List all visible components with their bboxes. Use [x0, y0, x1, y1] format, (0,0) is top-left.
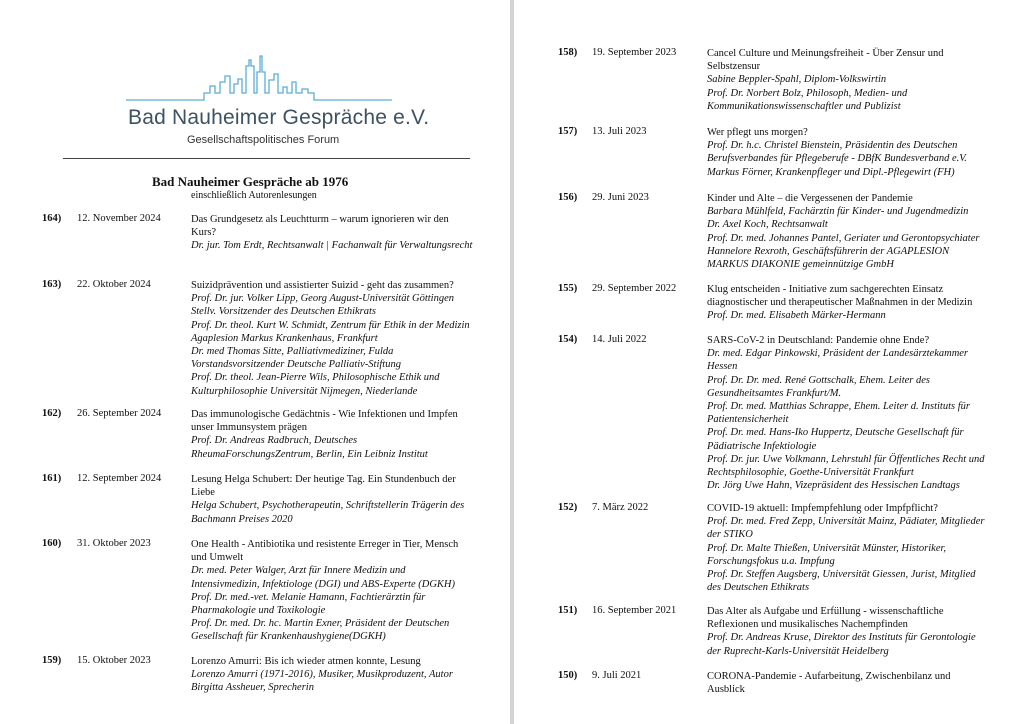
entry-date: 19. September 2023 — [592, 47, 677, 58]
entry-title: COVID-19 aktuell: Impfempfehlung oder Impfpflicht? — [707, 503, 938, 514]
entry-date: 9. Juli 2021 — [592, 670, 642, 681]
entry-speaker: Prof. Dr. jur. Uwe Volkmann, Lehrstuhl für Öffentliches Recht und Rechtsphilosophie, Goethe-Universität Frankfurt — [707, 453, 985, 479]
entry-title: Klug entscheiden - Initiative zum sachgerechten Einsatz diagnostischer und therapeutischer Maßnahmen in der Medizin — [707, 284, 973, 309]
entry-number: 152) — [558, 502, 578, 513]
entry-body — [707, 47, 987, 113]
entry-speaker: Hannelore Rexroth, Geschäftsführerin der AGAPLESION MARKUS DIAKONIE gemeinnützige GmbH — [707, 245, 950, 271]
entry-body — [191, 473, 476, 526]
entry-title: One Health - Antibiotika und resistente Erreger in Tier, Mensch und Umwelt — [191, 539, 459, 564]
entry-speaker: Markus Förner, Krankenpfleger und Dipl.-Pflegewirt (FH) — [707, 166, 955, 178]
right-entry-list — [514, 0, 1024, 724]
entry-speaker: Dr. med Thomas Sitte, Palliativmediziner, Fulda Vorstandsvorsitzender Deutsche Palliativ-Stiftung — [191, 346, 401, 371]
entry-speaker: Prof. Dr. jur. Volker Lipp, Georg August-Universität Göttingen Stellv. Vorsitzender des Deutschen Ethikrats — [191, 293, 454, 318]
org-subtitle: Gesellschaftspolitisches Forum — [187, 134, 340, 146]
entry-number: 158) — [558, 47, 578, 58]
entry-speaker: Dr. Axel Koch, Rechtsanwalt — [707, 219, 828, 231]
entry-date: 7. März 2022 — [592, 502, 649, 513]
entry-speaker: Helga Schubert, Psychotherapeutin, Schriftstellerin Trägerin des Bachmann Preises 2020 — [191, 500, 465, 525]
entry-speaker: Sabine Beppler-Spahl, Diplom-Volkswirtin — [707, 74, 887, 86]
entry-body — [707, 283, 987, 323]
entry-title: SARS-CoV-2 in Deutschland: Pandemie ohne Ende? — [707, 335, 930, 346]
entry-speaker: Barbara Mühlfeld, Fachärztin für Kinder- und Jugendmedizin — [707, 206, 969, 218]
left-page — [0, 0, 510, 724]
org-name: Bad Nauheimer Gespräche e.V. — [128, 106, 430, 129]
entry-date: 31. Oktober 2023 — [77, 538, 151, 549]
entry-date: 13. Juli 2023 — [592, 126, 647, 137]
entry-date: 29. September 2022 — [592, 283, 677, 294]
entry-speaker: Prof. Dr. med. Elisabeth Märker-Hermann — [707, 310, 886, 322]
entry-body — [191, 213, 476, 253]
entry-title: Das Grundgesetz als Leuchtturm – warum ignorieren wir den Kurs? — [191, 214, 449, 239]
entry-speaker: Prof. Dr. med. Fred Zepp, Universität Mainz, Pädiater, Mitglieder der STIKO — [707, 516, 985, 541]
entry-speaker: Prof. Dr. theol. Kurt W. Schmidt, Zentrum für Ethik in der Medizin Agaplesion Markus Krankenhaus, Frankfurt — [191, 319, 470, 344]
left-entry-list — [0, 0, 510, 724]
entry-title: Das Alter als Aufgabe und Erfüllung - wissenschaftliche Reflexionen und musikalisches Nachempfinden — [707, 606, 944, 631]
entry-body — [707, 605, 987, 658]
entry-speaker: Prof. Dr. Dr. med. René Gottschalk, Ehem. Leiter des Gesundheitsamtes Frankfurt/M. — [707, 374, 930, 399]
entry-number: 154) — [558, 334, 578, 345]
entry-body — [191, 279, 476, 398]
entry-number: 157) — [558, 126, 578, 137]
entry-body — [191, 408, 476, 461]
entry-number: 151) — [558, 605, 578, 616]
entry-body — [191, 538, 476, 644]
right-page — [514, 0, 1024, 724]
entry-body — [707, 126, 987, 179]
entry-speaker: Lorenzo Amurri (1971-2016), Musiker, Musikproduzent, Autor Birgitta Assheuer, Sprecherin — [191, 669, 453, 694]
entry-date: 29. Juni 2023 — [592, 192, 649, 203]
entry-speaker: Dr. med. Edgar Pinkowski, Präsident der Landesärztekammer Hessen — [707, 348, 969, 373]
entry-body — [707, 670, 987, 696]
entry-date: 16. September 2021 — [592, 605, 677, 616]
entry-number: 164) — [42, 213, 62, 224]
entry-speaker: Prof. Dr. med.-vet. Melanie Hamann, Fachtierärztin für Pharmakologie und Toxikologie — [191, 591, 426, 617]
entry-speaker: Prof. Dr. med. Johannes Pantel, Geriater und Gerontopsychiater — [707, 232, 980, 244]
entry-speaker: Prof. Dr. Malte Thießen, Universität Münster, Historiker, Forschungsfokus u.a. Impfung — [707, 542, 947, 567]
entry-number: 159) — [42, 655, 62, 666]
entry-title: Suizidprävention und assistierter Suizid - geht das zusammen? — [191, 280, 454, 291]
entry-body — [707, 192, 987, 271]
entry-title: Lesung Helga Schubert: Der heutige Tag. Ein Stundenbuch der Liebe — [191, 474, 456, 499]
entry-speaker: Dr. Jörg Uwe Hahn, Vizepräsident des Hessischen Landtags — [707, 480, 960, 492]
entry-number: 160) — [42, 538, 62, 549]
entry-speaker: Prof. Dr. Andreas Kruse, Direktor des Instituts für Gerontologie der Ruprecht-Karls-Universität Heidelberg — [707, 632, 976, 657]
entry-speaker: Prof. Dr. med. Matthias Schrappe, Ehem. Leiter d. Instituts für Patientensicherheit — [707, 401, 970, 426]
entry-title: Cancel Culture und Meinungsfreiheit - Über Zensur und Selbstzensur — [707, 48, 944, 73]
entry-title: Lorenzo Amurri: Bis ich wieder atmen konnte, Lesung — [191, 656, 421, 667]
document-title: Bad Nauheimer Gespräche ab 1976 — [152, 174, 349, 189]
entry-date: 12. November 2024 — [77, 213, 161, 224]
entry-number: 161) — [42, 473, 62, 484]
entry-number: 162) — [42, 408, 62, 419]
entry-title: Kinder und Alte – die Vergessenen der Pandemie — [707, 193, 913, 204]
entry-number: 155) — [558, 283, 578, 294]
entry-title: Das immunologische Gedächtnis - Wie Infektionen und Impfen unser Immunsystem prägen — [191, 409, 458, 434]
entry-speaker: Dr. jur. Tom Erdt, Rechtsanwalt | Fachanwalt für Verwaltungsrecht — [191, 240, 473, 252]
entry-date: 15. Oktober 2023 — [77, 655, 151, 666]
entry-body — [191, 655, 476, 695]
entry-speaker: Prof. Dr. Andreas Radbruch, Deutsches RheumaForschungsZentrum, Berlin, Ein Leibniz Institut — [191, 435, 428, 460]
entry-speaker: Prof. Dr. med. Dr. hc. Martin Exner, Präsident der Deutschen Gesellschaft für Krankenhaushygiene(DGKH) — [191, 618, 450, 643]
entry-date: 14. Juli 2022 — [592, 334, 647, 345]
entry-speaker: Dr. med. Peter Walger, Arzt für Innere Medizin und Intensivmedizin, Infektiologe (DGI) und ABS-Experte (DGKH) — [191, 565, 455, 590]
entry-body — [707, 502, 987, 594]
entry-speaker: Prof. Dr. Norbert Bolz, Philosoph, Medien- und Kommunikationswissenschaftler und Publizist — [707, 87, 908, 112]
entry-speaker: Prof. Dr. theol. Jean-Pierre Wils, Philosophische Ethik und Kulturphilosophie Universität Nijmegen, Niederlande — [191, 372, 440, 397]
entry-date: 22. Oktober 2024 — [77, 279, 151, 290]
entry-number: 156) — [558, 192, 578, 203]
entry-speaker: Prof. Dr. Steffen Augsberg, Universität Giessen, Jurist, Mitglied des Deutschen Ethikrats — [707, 569, 976, 594]
entry-date: 26. September 2024 — [77, 408, 162, 419]
entry-number: 150) — [558, 670, 578, 681]
entry-title: Wer pflegt uns morgen? — [707, 127, 808, 138]
entry-speaker: Prof. Dr. h.c. Christel Bienstein, Präsidentin des Deutschen Berufsverbandes für Pflegeberufe - DBfK Bundesverband e.V. — [707, 140, 967, 165]
entry-speaker: Prof. Dr. med. Hans-Iko Huppertz, Deutsche Gesellschaft für Pädiatrische Infektiologie — [707, 427, 964, 452]
document-subtitle: einschließlich Autorenlesungen — [191, 190, 317, 201]
entry-number: 163) — [42, 279, 62, 290]
entry-body — [707, 334, 987, 492]
entry-title: CORONA-Pandemie - Aufarbeitung, Zwischenbilanz und Ausblick — [707, 671, 951, 696]
entry-date: 12. September 2024 — [77, 473, 162, 484]
